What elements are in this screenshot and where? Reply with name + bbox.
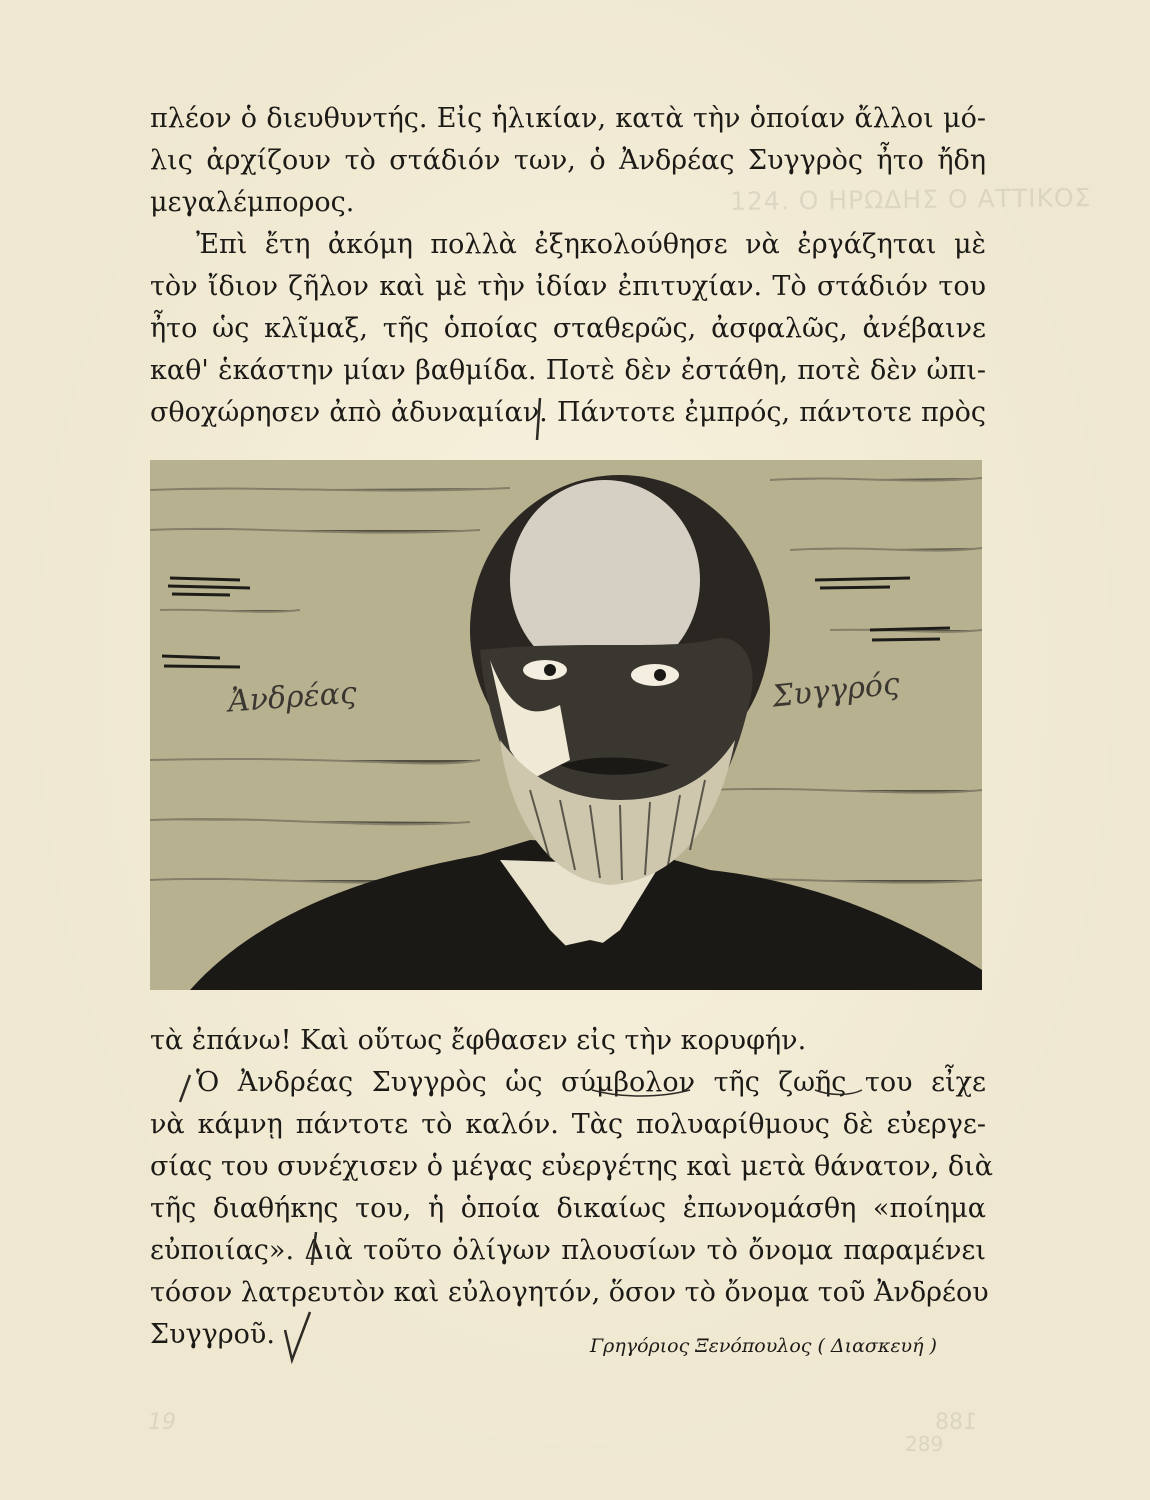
left-pupil bbox=[544, 664, 556, 676]
text-line: καθ' ἑκάστην μίαν βαθμίδα. Ποτὲ δὲν ἐστάθη, ποτὲ δὲν ὠπι- bbox=[150, 355, 986, 386]
text-line: λις ἀρχίζουν τὸ στάδιόν των, ὁ Ἀνδρέας Συγγρὸς ἦτο ἤδη bbox=[150, 145, 986, 176]
text-line: μεγαλέμπορος. bbox=[150, 187, 355, 218]
text-line: τὰ ἐπάνω! Καὶ οὕτως ἔφθασεν εἰς τὴν κορυφήν. bbox=[150, 1025, 807, 1056]
paragraph-top bbox=[150, 98, 986, 434]
text-line: σθοχώρησεν ἀπὸ ἀδυναμίαν. Πάντοτε ἐμπρός, πάντοτε πρὸς bbox=[150, 397, 986, 428]
portrait-woodcut bbox=[150, 460, 982, 990]
bleed-through-page-number-left: 19 bbox=[148, 1410, 176, 1435]
text-line: τόσον λατρευτὸν καὶ εὐλογητόν, ὅσον τὸ ὄνομα τοῦ Ἀνδρέου bbox=[150, 1277, 989, 1308]
paragraph-bottom bbox=[150, 1020, 993, 1356]
right-pupil bbox=[654, 669, 666, 681]
text-line: πλέον ὁ διευθυντής. Εἰς ἡλικίαν, κατὰ τὴν ὁποίαν ἄλλοι μό- bbox=[150, 103, 986, 134]
text-line: εὐποιίας». Διὰ τοῦτο ὀλίγων πλουσίων τὸ ὄνομα παραμένει bbox=[150, 1235, 986, 1266]
signature-first-name: Ἀνδρέας bbox=[226, 675, 358, 720]
bleed-through-title: 124. Ο ΗΡΩΔΗΣ Ο ΑΤΤΙΚΟΣ bbox=[729, 183, 1092, 216]
text-line: νὰ κάμνῃ πάντοτε τὸ καλόν. Τὰς πολυαρίθμους δὲ εὐεργε- bbox=[150, 1109, 986, 1140]
text-line: Ὁ Ἀνδρέας Συγγρὸς ὡς σύμβολον τῆς ζωῆς του εἶχε bbox=[196, 1067, 986, 1098]
author-credit: Γρηγόριος Ξενόπουλος ( Διασκευή ) bbox=[590, 1335, 937, 1357]
text-line: τὸν ἴδιον ζῆλον καὶ μὲ τὴν ἰδίαν ἐπιτυχίαν. Τὸ στάδιόν του bbox=[150, 271, 986, 302]
text-line: σίας του συνέχισεν ὁ μέγας εὐεργέτης καὶ μετὰ θάνατον, διὰ bbox=[150, 1151, 993, 1182]
signature-last-name: Συγγρός bbox=[770, 666, 902, 715]
bleed-through-page-number-bottom: 289 bbox=[905, 1432, 944, 1456]
text-line: ἦτο ὡς κλῖμαξ, τῆς ὁποίας σταθερῶς, ἀσφαλῶς, ἀνέβαινε bbox=[150, 313, 986, 344]
bleed-through-page-number-right: 188 bbox=[935, 1410, 977, 1435]
portrait-illustration bbox=[150, 460, 982, 990]
text-line: Συγγροῦ. bbox=[150, 1319, 275, 1350]
text-line: τῆς διαθήκης του, ἡ ὁποία δικαίως ἐπωνομάσθη «ποίημα bbox=[150, 1193, 986, 1224]
text-line: Ἐπὶ ἔτη ἀκόμη πολλὰ ἐξηκολούθησε νὰ ἐργάζηται μὲ bbox=[196, 229, 986, 260]
